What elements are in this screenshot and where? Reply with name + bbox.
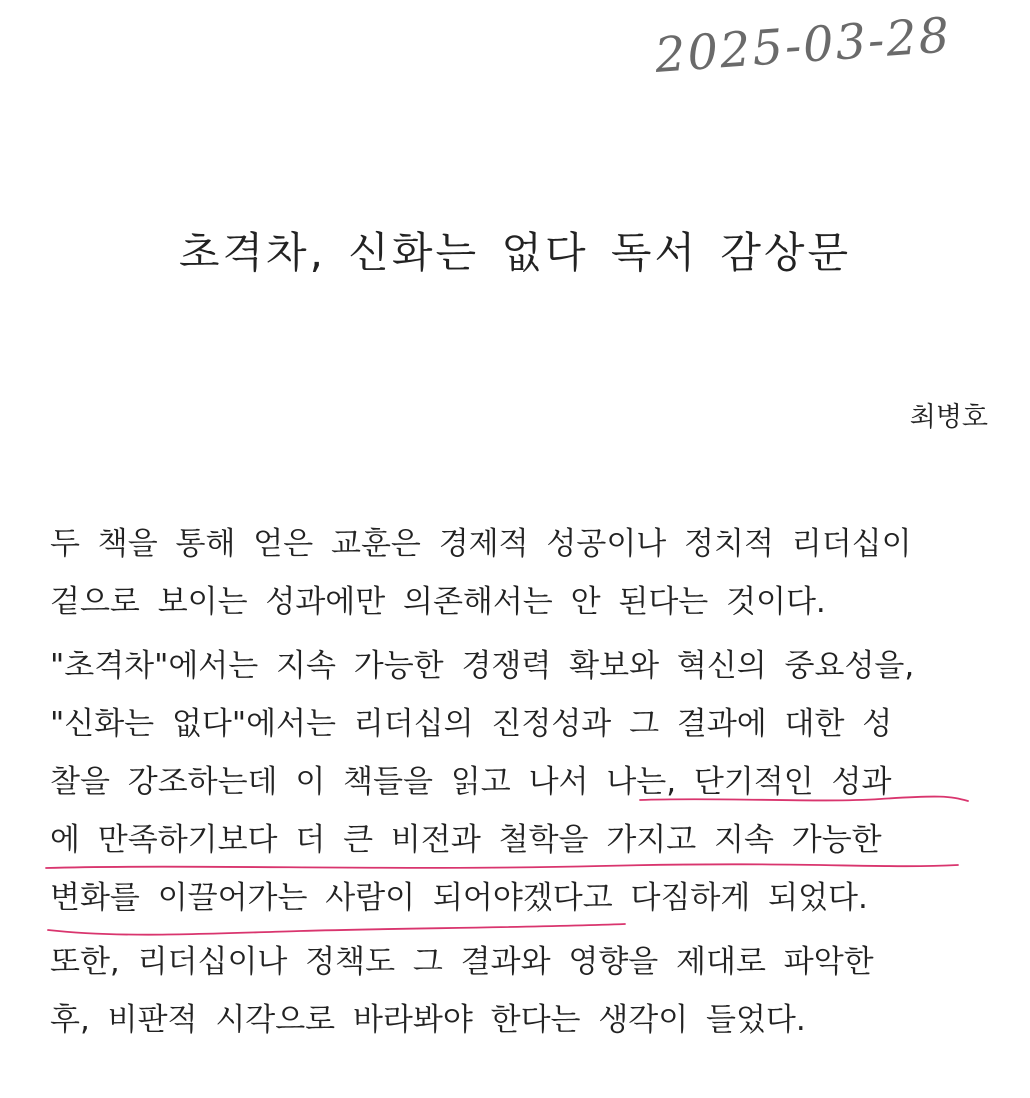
handwritten-date: 2025-03-28	[653, 7, 953, 84]
essay-body	[50, 515, 990, 1049]
text-line: 두 책을 통해 얻은 교훈은 경제적 성공이나 정치적 리더십이	[50, 526, 912, 562]
text-line: "신화는 없다"에서는 리더십의 진정성과 그 결과에 대한 성	[50, 706, 893, 742]
text-line: 겉으로 보이는 성과에만 의존해서는 안 된다는 것이다.	[50, 584, 826, 620]
text-line: "초격차"에서는 지속 가능한 경쟁력 확보와 혁신의 중요성을,	[50, 648, 915, 684]
text-line: 변화를 이끌어가는 사람이 되어야겠다고 다짐하게 되었다.	[50, 880, 868, 916]
text-line: 후, 비판적 시각으로 바라봐야 한다는 생각이 들었다.	[50, 1002, 806, 1038]
text-line: 또한, 리더십이나 정책도 그 결과와 영향을 제대로 파악한	[50, 944, 874, 980]
paragraph-1	[50, 515, 990, 631]
text-line: 에 만족하기보다 더 큰 비전과 철학을 가지고 지속 가능한	[50, 822, 882, 858]
paragraph-3	[50, 933, 990, 1049]
text-line: 찰을 강조하는데 이 책들을 읽고 나서 나는, 단기적인 성과	[50, 764, 892, 800]
paragraph-2	[50, 637, 990, 927]
document-title: 초격차, 신화는 없다 독서 감상문	[178, 228, 852, 277]
author-name: 최병호	[909, 402, 988, 433]
